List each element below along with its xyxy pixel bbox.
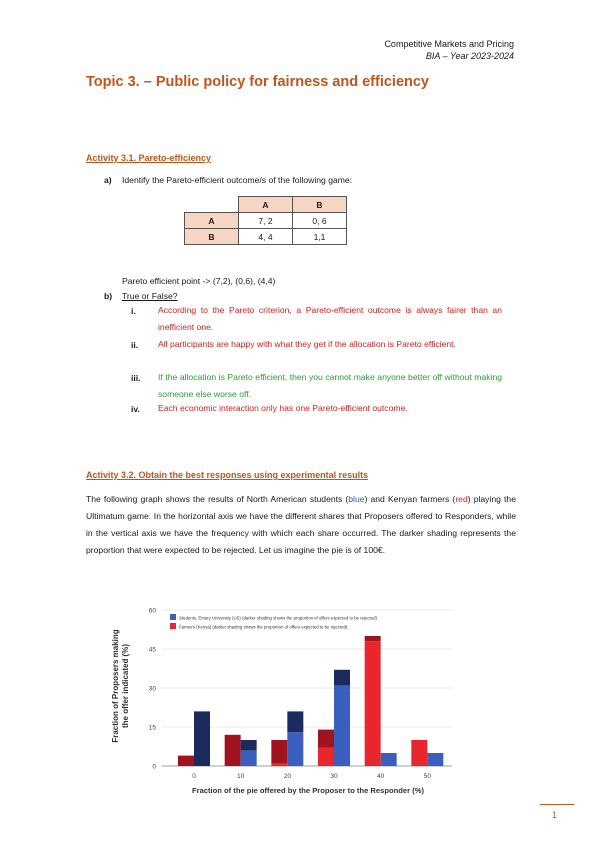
activity-1-title: Activity 3.1. Pareto-efficiency: [86, 153, 212, 163]
y-axis-label-line2: the offer indicated (%): [121, 643, 130, 729]
y-tick-label: 60: [148, 607, 156, 615]
bar-farmers: [271, 763, 287, 766]
item-text: According to the Pareto criterion, a Pareto-efficient outcome is always fairer than an inefficient one.: [158, 305, 502, 332]
part-b-label: b): [104, 291, 113, 301]
page-header: [384, 38, 514, 62]
bar-students-rejected: [241, 740, 257, 750]
table-row-header: A: [185, 213, 239, 229]
table-col-header: B: [293, 197, 347, 213]
bar-students: [427, 753, 443, 766]
para-text: ) and Kenyan farmers (: [364, 494, 456, 504]
item-text: Each economic interaction only has one Pareto-efficient outcome.: [158, 403, 408, 413]
part-b-text: True or False?: [122, 291, 178, 301]
legend-label-students: Students, Emory University (US) (darker shading shows the proportion of offers expected to be rejected): [179, 615, 377, 621]
table-cell: 1,1: [293, 229, 347, 245]
item-text: All participants are happy with what they get if the allocation is Pareto efficient.: [158, 339, 456, 349]
bar-students: [241, 750, 257, 766]
table-cell: 7, 2: [239, 213, 293, 229]
y-axis-label-line1: Fraction of Proposers making: [111, 629, 120, 743]
bar-farmers-rejected: [365, 636, 381, 641]
bar-farmers: [318, 748, 334, 766]
x-axis-label: Fraction of the pie offered by the Proposer to the Responder (%): [191, 786, 425, 795]
bar-students: [334, 685, 350, 766]
item-number: iii.: [131, 373, 141, 383]
bar-students-rejected: [194, 711, 210, 766]
page-number-rule: [540, 804, 574, 805]
para-red-word: red: [455, 494, 468, 504]
x-tick-label: 40: [377, 773, 385, 780]
para-text: ) playing the Ultimatum game. In the horizontal axis we have the different shares that Proposers offered to Responders, while in the vertical axis we have the frequency with which each share occurred. The darker shading represents the proportion that were expected to be rejected. Let us imagine the pie is of 100€.: [86, 494, 516, 555]
item-text: If the allocation is Pareto efficient, then you cannot make anyone better off without making someone else worse off.: [158, 372, 502, 399]
table-corner: [185, 197, 239, 213]
item-number: iv.: [131, 404, 140, 414]
bar-students: [381, 753, 397, 766]
bar-students: [287, 732, 303, 766]
page-number: 1: [552, 810, 558, 820]
bar-students-rejected: [287, 711, 303, 732]
table-row: [185, 213, 347, 229]
activity-2-paragraph: [86, 491, 516, 559]
x-tick-label: 20: [283, 773, 291, 780]
y-tick-label: 45: [148, 646, 156, 654]
bar-farmers-rejected: [225, 735, 241, 766]
activity-2-title: Activity 3.2. Obtain the best responses using experimental results: [86, 470, 369, 480]
part-a-text: Identify the Pareto-efficient outcome/s of the following game:: [122, 175, 353, 185]
pareto-answer: Pareto efficient point -> (7,2), (0,6), (4,4): [122, 276, 276, 286]
legend-swatch-students: [170, 614, 176, 620]
x-tick-label: 50: [423, 773, 431, 780]
payoff-table: [184, 196, 347, 245]
table-row-header: B: [185, 229, 239, 245]
y-tick-label: 30: [148, 685, 156, 693]
y-tick-label: 0: [152, 763, 156, 771]
para-blue-word: blue: [348, 494, 365, 504]
item-number: i.: [131, 306, 136, 316]
table-row: [185, 229, 347, 245]
x-tick-label: 10: [237, 773, 245, 780]
y-tick-label: 15: [148, 724, 156, 732]
bar-farmers: [365, 641, 381, 766]
ultimatum-chart: [104, 600, 460, 798]
table-header-row: [185, 197, 347, 213]
x-tick-label: 0: [192, 773, 196, 780]
topic-title: Topic 3. – Public policy for fairness and efficiency: [86, 74, 429, 90]
bar-farmers-rejected: [178, 756, 194, 766]
part-a-label: a): [104, 175, 112, 185]
header-year: BIA – Year 2023-2024: [425, 51, 514, 61]
table-col-header: A: [239, 197, 293, 213]
bar-farmers-rejected: [318, 730, 334, 748]
bar-farmers-rejected: [271, 740, 287, 763]
bar-chart: [104, 600, 460, 798]
x-tick-label: 30: [330, 773, 338, 780]
bar-students-rejected: [334, 670, 350, 686]
table-cell: 4, 4: [239, 229, 293, 245]
bar-farmers: [411, 740, 427, 766]
legend-swatch-farmers: [170, 623, 176, 629]
para-text: The following graph shows the results of North American students (: [86, 494, 349, 504]
item-number: ii.: [131, 340, 139, 350]
table-cell: 0, 6: [293, 213, 347, 229]
legend-label-farmers: Farmers (Kenya) (darker shading shows the proportion of offers expected to be rejected): [179, 624, 348, 630]
header-course: Competitive Markets and Pricing: [384, 39, 514, 49]
